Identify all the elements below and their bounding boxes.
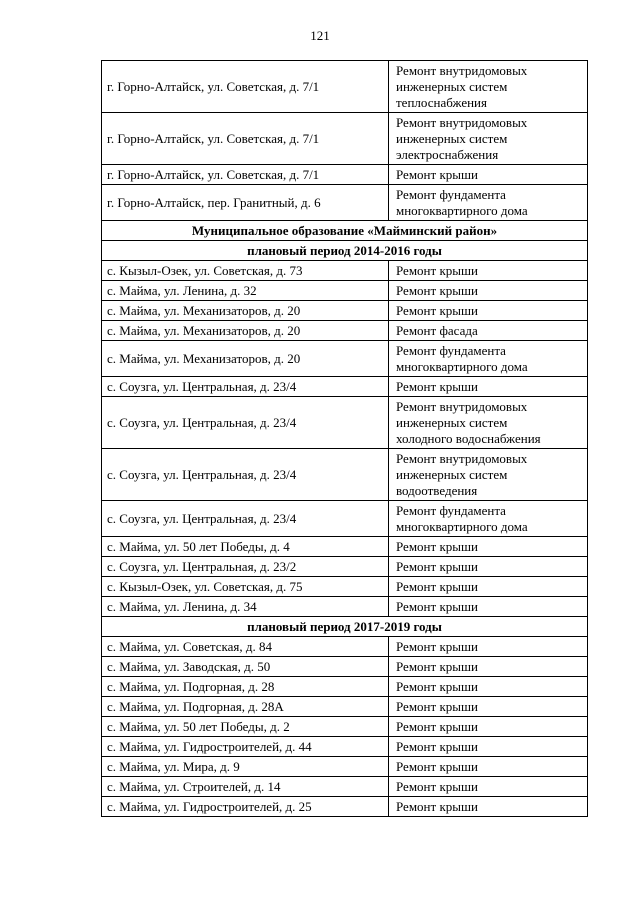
address-cell: с. Соузга, ул. Центральная, д. 23/4 (102, 377, 389, 397)
address-cell: с. Майма, ул. Заводская, д. 50 (102, 657, 389, 677)
page-number: 121 (310, 28, 330, 43)
work-type-line: Ремонт крыши (396, 658, 478, 674)
work-type-cell (389, 397, 588, 449)
table-row (102, 113, 588, 165)
work-type-line: инженерных систем (396, 466, 508, 482)
work-type-line: многоквартирного дома (396, 518, 528, 534)
work-type-cell (389, 185, 588, 221)
work-type-line: многоквартирного дома (396, 202, 528, 218)
table-row (102, 777, 588, 797)
work-type-line: Ремонт фундамента (396, 186, 506, 202)
work-type-line: инженерных систем (396, 78, 508, 94)
table-row (102, 321, 588, 341)
work-type-line: холодного водоснабжения (396, 430, 541, 446)
work-type-line: Ремонт внутридомовых (396, 114, 528, 130)
work-type-cell (389, 341, 588, 377)
work-type-line: Ремонт крыши (396, 718, 478, 734)
address-cell: с. Соузга, ул. Центральная, д. 23/4 (102, 397, 389, 449)
address-cell: с. Соузга, ул. Центральная, д. 23/4 (102, 449, 389, 501)
work-type-cell (389, 797, 588, 817)
work-type-cell (389, 657, 588, 677)
table-row (102, 377, 588, 397)
work-type-line: Ремонт крыши (396, 558, 478, 574)
work-type-cell (389, 261, 588, 281)
table-row (102, 341, 588, 377)
table-row (102, 737, 588, 757)
section-header: Муниципальное образование «Майминский район» (102, 221, 588, 241)
work-type-cell (389, 677, 588, 697)
work-type-cell (389, 321, 588, 341)
section-header: плановый период 2017-2019 годы (102, 617, 588, 637)
work-type-line: водоотведения (396, 482, 478, 498)
address-cell: с. Майма, ул. Механизаторов, д. 20 (102, 301, 389, 321)
work-type-cell (389, 737, 588, 757)
address-cell: с. Майма, ул. 50 лет Победы, д. 2 (102, 717, 389, 737)
work-type-cell (389, 637, 588, 657)
address-cell: с. Майма, ул. Механизаторов, д. 20 (102, 321, 389, 341)
work-type-cell (389, 557, 588, 577)
address-cell: с. Майма, ул. Советская, д. 84 (102, 637, 389, 657)
work-type-line: Ремонт крыши (396, 598, 478, 614)
work-type-line: инженерных систем (396, 414, 508, 430)
table-row (102, 261, 588, 281)
work-type-cell (389, 113, 588, 165)
work-type-line: Ремонт крыши (396, 378, 478, 394)
work-type-line: Ремонт крыши (396, 538, 478, 554)
table-row (102, 537, 588, 557)
table-row (102, 797, 588, 817)
work-type-cell (389, 61, 588, 113)
address-cell: г. Горно-Алтайск, ул. Советская, д. 7/1 (102, 61, 389, 113)
section-header-row (102, 617, 588, 637)
table-row (102, 717, 588, 737)
address-cell: с. Майма, ул. Строителей, д. 14 (102, 777, 389, 797)
work-type-cell (389, 717, 588, 737)
work-type-cell (389, 537, 588, 557)
work-type-line: Ремонт фасада (396, 322, 478, 338)
work-type-cell (389, 449, 588, 501)
work-type-cell (389, 281, 588, 301)
table-row (102, 61, 588, 113)
section-header-row (102, 221, 588, 241)
work-type-line: Ремонт крыши (396, 678, 478, 694)
work-type-cell (389, 301, 588, 321)
address-cell: с. Майма, ул. Механизаторов, д. 20 (102, 341, 389, 377)
address-cell: с. Майма, ул. 50 лет Победы, д. 4 (102, 537, 389, 557)
table-row (102, 165, 588, 185)
work-type-line: Ремонт крыши (396, 638, 478, 654)
table-row (102, 281, 588, 301)
work-type-line: Ремонт крыши (396, 302, 478, 318)
work-type-line: Ремонт крыши (396, 798, 478, 814)
work-type-line: Ремонт внутридомовых (396, 398, 528, 414)
table-row (102, 301, 588, 321)
work-type-line: Ремонт крыши (396, 758, 478, 774)
table-row (102, 697, 588, 717)
address-cell: с. Кызыл-Озек, ул. Советская, д. 75 (102, 577, 389, 597)
work-type-cell (389, 501, 588, 537)
work-type-line: Ремонт крыши (396, 166, 478, 182)
section-header-row (102, 241, 588, 261)
address-cell: с. Майма, ул. Гидростроителей, д. 44 (102, 737, 389, 757)
work-type-cell (389, 757, 588, 777)
repair-schedule-table (101, 60, 588, 817)
section-header: плановый период 2014-2016 годы (102, 241, 588, 261)
address-cell: г. Горно-Алтайск, пер. Гранитный, д. 6 (102, 185, 389, 221)
work-type-cell (389, 577, 588, 597)
table-row (102, 557, 588, 577)
work-type-cell (389, 777, 588, 797)
address-cell: с. Майма, ул. Ленина, д. 34 (102, 597, 389, 617)
work-type-line: многоквартирного дома (396, 358, 528, 374)
address-cell: с. Майма, ул. Гидростроителей, д. 25 (102, 797, 389, 817)
address-cell: с. Майма, ул. Подгорная, д. 28А (102, 697, 389, 717)
address-cell: с. Майма, ул. Ленина, д. 32 (102, 281, 389, 301)
work-type-line: Ремонт крыши (396, 778, 478, 794)
address-cell: с. Соузга, ул. Центральная, д. 23/2 (102, 557, 389, 577)
table-row (102, 757, 588, 777)
work-type-line: электроснабжения (396, 146, 499, 162)
work-type-line: Ремонт крыши (396, 578, 478, 594)
address-cell: г. Горно-Алтайск, ул. Советская, д. 7/1 (102, 165, 389, 185)
work-type-cell (389, 165, 588, 185)
table-row (102, 597, 588, 617)
table-row (102, 657, 588, 677)
table-body (102, 61, 588, 817)
table-row (102, 677, 588, 697)
work-type-line: Ремонт крыши (396, 262, 478, 278)
address-cell: с. Кызыл-Озек, ул. Советская, д. 73 (102, 261, 389, 281)
table-row (102, 397, 588, 449)
work-type-cell (389, 697, 588, 717)
table-row (102, 185, 588, 221)
work-type-line: Ремонт крыши (396, 698, 478, 714)
address-cell: с. Майма, ул. Подгорная, д. 28 (102, 677, 389, 697)
work-type-line: Ремонт крыши (396, 738, 478, 754)
work-type-line: инженерных систем (396, 130, 508, 146)
work-type-cell (389, 597, 588, 617)
work-type-line: Ремонт фундамента (396, 502, 506, 518)
work-type-line: теплоснабжения (396, 94, 487, 110)
work-type-line: Ремонт внутридомовых (396, 450, 528, 466)
address-cell: с. Майма, ул. Мира, д. 9 (102, 757, 389, 777)
address-cell: с. Соузга, ул. Центральная, д. 23/4 (102, 501, 389, 537)
work-type-line: Ремонт крыши (396, 282, 478, 298)
table-row (102, 637, 588, 657)
work-type-cell (389, 377, 588, 397)
table-row (102, 449, 588, 501)
work-type-line: Ремонт фундамента (396, 342, 506, 358)
table-row (102, 501, 588, 537)
address-cell: г. Горно-Алтайск, ул. Советская, д. 7/1 (102, 113, 389, 165)
work-type-line: Ремонт внутридомовых (396, 62, 528, 78)
table-row (102, 577, 588, 597)
